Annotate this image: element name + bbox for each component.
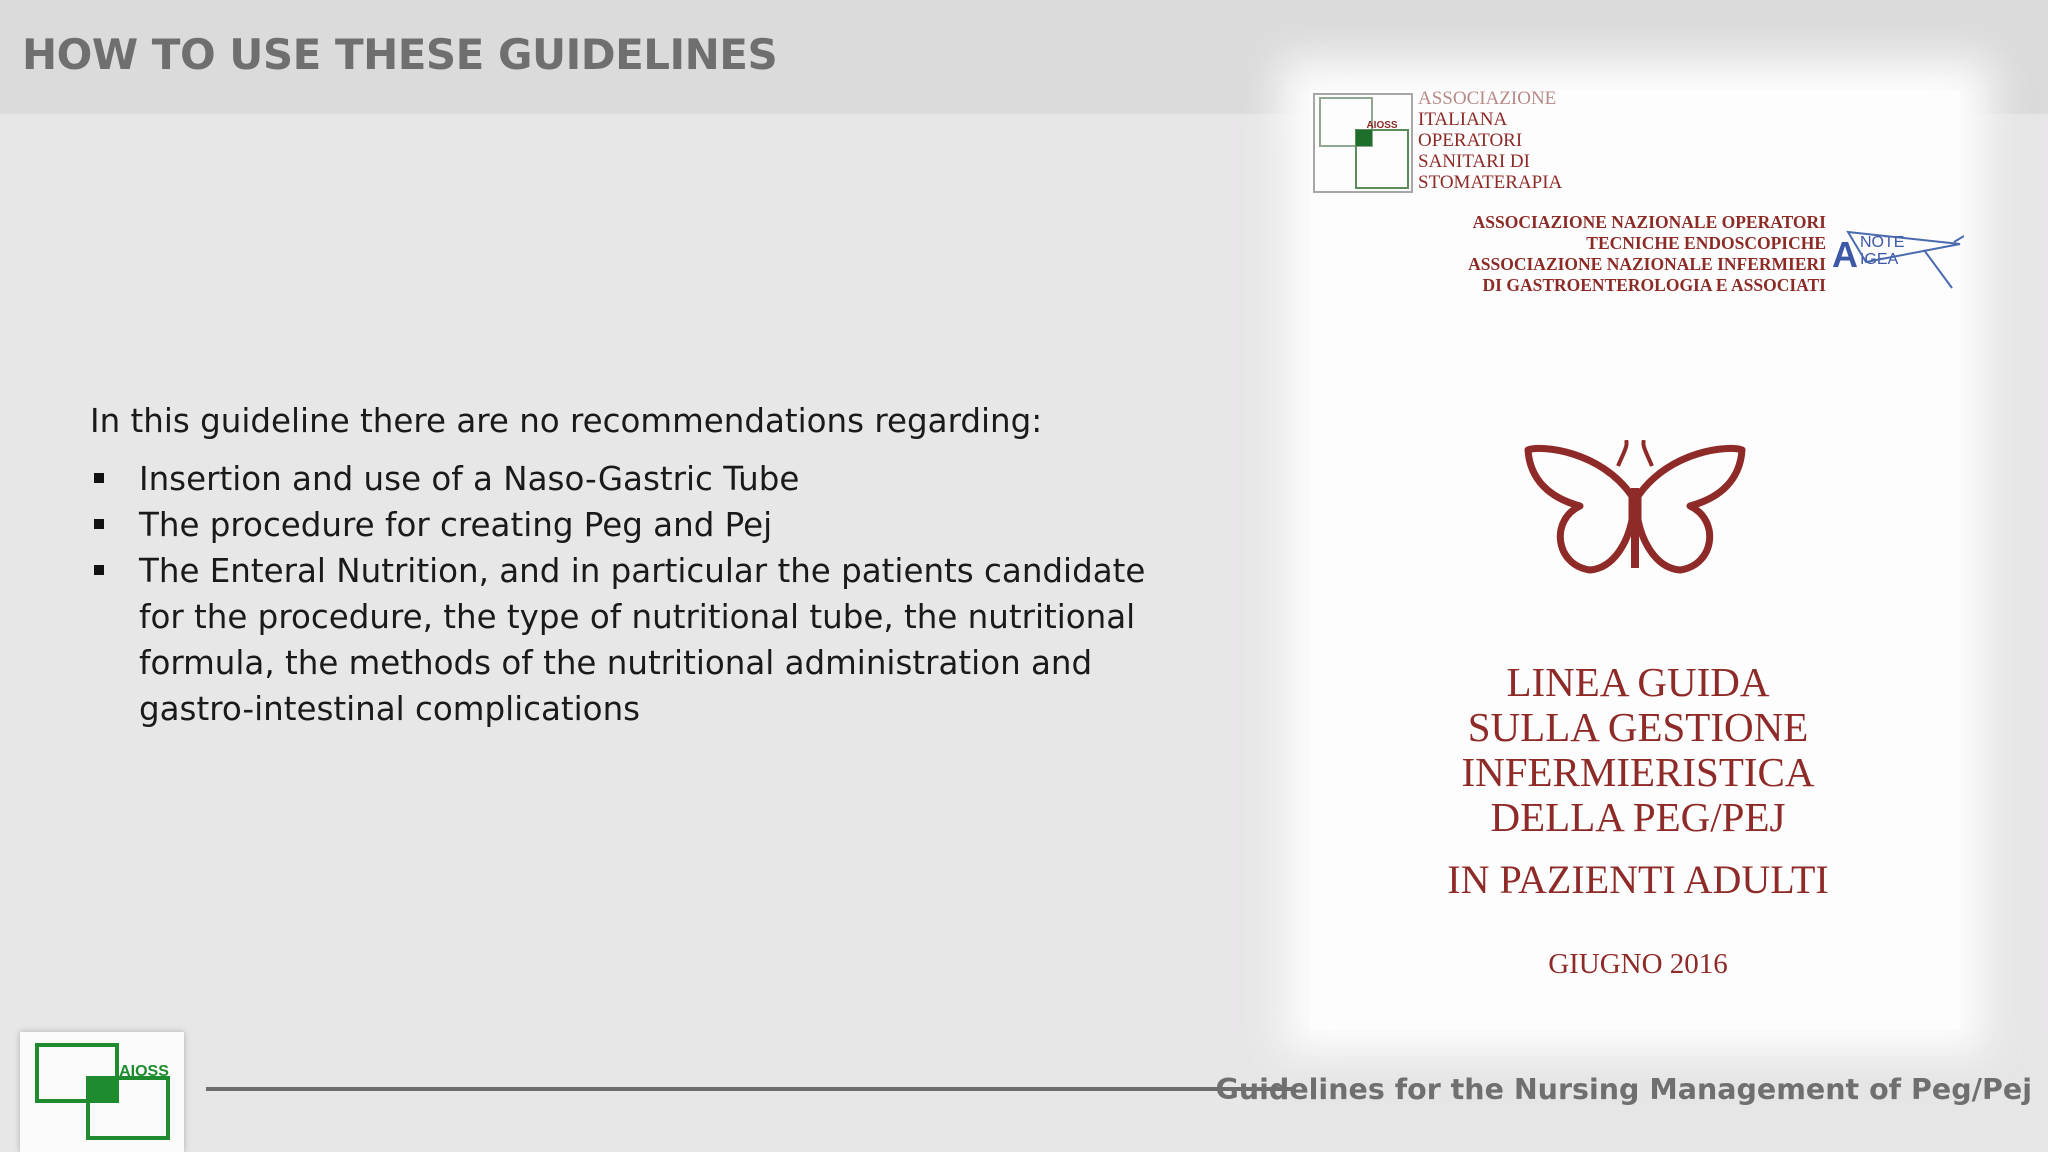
aioss-cover-logo (1312, 92, 1414, 194)
bullet-icon (94, 565, 104, 575)
cover-title: LINEA GUIDA SULLA GESTIONE INFERMIERISTICA DELLA PEG/PEJ (1461, 659, 1815, 840)
bullet-icon (94, 519, 104, 529)
cover-subtitle: IN PAZIENTI ADULTI (1447, 857, 1829, 902)
svg-text:IGEA: IGEA (1860, 251, 1899, 268)
list-item: Insertion and use of a Naso-Gastric Tube (90, 456, 1150, 502)
intro-text: In this guideline there are no recommendations regarding: (90, 402, 1043, 440)
svg-text:AIOSS: AIOSS (1366, 120, 1398, 131)
bullet-list (90, 456, 1150, 732)
bullet-icon (94, 473, 104, 483)
list-item: The procedure for creating Peg and Pej (90, 502, 1150, 548)
association2-name: ASSOCIAZIONE NAZIONALE OPERATORI TECNICHE ENDOSCOPICHE ASSOCIAZIONE NAZIONALE INFERMIERI DI GASTROENTEROLOGIA E ASSOCIATI (1468, 212, 1826, 295)
svg-text:A: A (1832, 234, 1858, 275)
butterfly-icon (1520, 440, 1750, 580)
svg-text:NOTE: NOTE (1860, 234, 1905, 251)
main-content (90, 398, 1150, 732)
cover-date: GIUGNO 2016 (1548, 948, 1728, 980)
svg-text:AIOSS: AIOSS (119, 1063, 169, 1080)
page-title: HOW TO USE THESE GUIDELINES (22, 30, 778, 79)
aioss-logo (34, 1042, 174, 1142)
list-item: The Enteral Nutrition, and in particular the patients candidate for the procedure, the type of nutritional tube, the nutritional formula, the methods of the nutritional administration and gastro-intestinal complications (90, 548, 1150, 732)
footer-divider (206, 1087, 1292, 1091)
footer-title: Guidelines for the Nursing Management of Peg/Pej (1215, 1073, 2032, 1106)
aigea-logo (1830, 212, 1964, 292)
association-name: ASSOCIAZIONE ITALIANA OPERATORI SANITARI DI STOMATERAPIA (1418, 88, 1563, 193)
